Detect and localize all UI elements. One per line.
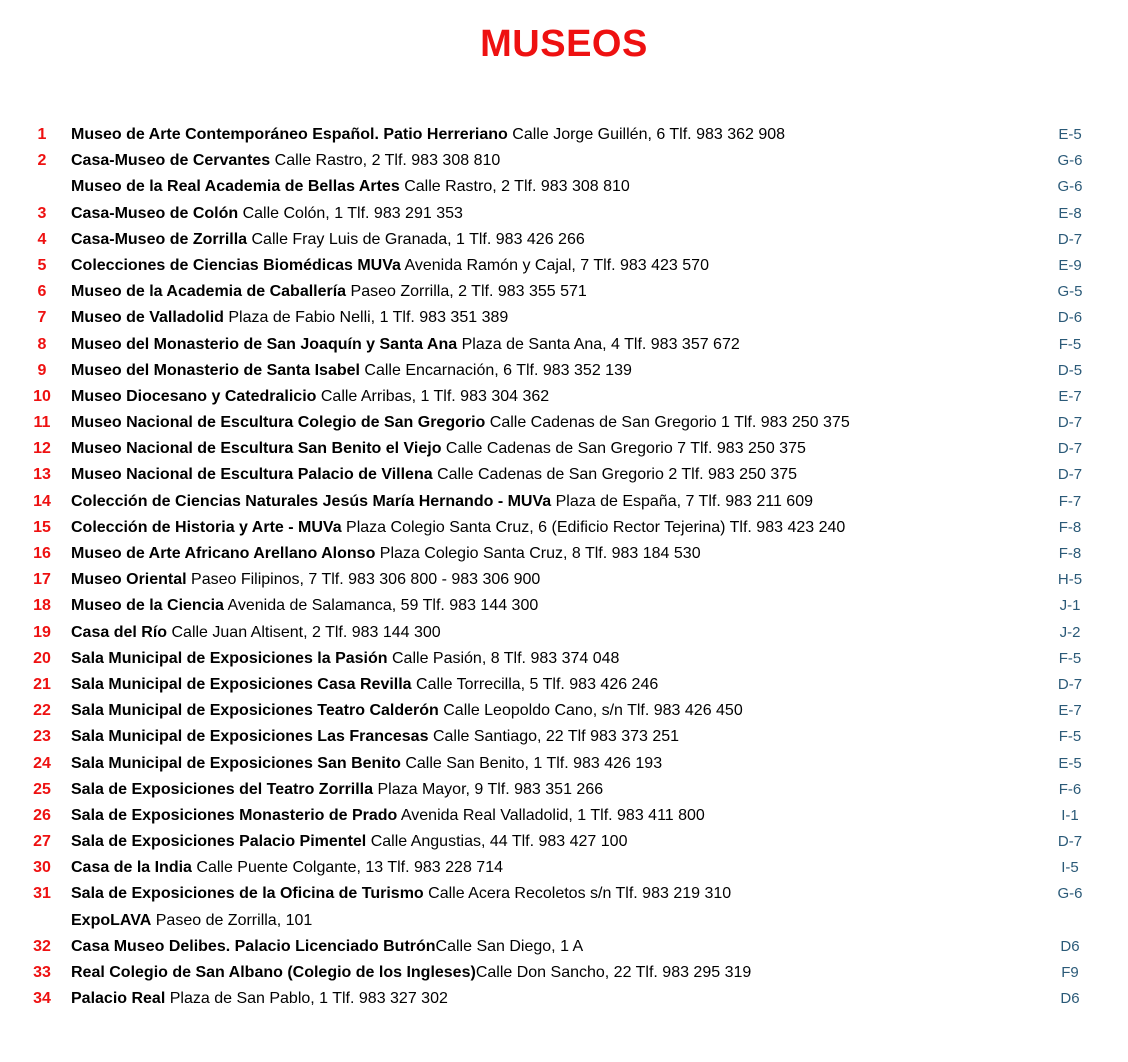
museum-entry [71,436,1031,462]
museum-name: Casa-Museo de Cervantes [71,152,271,170]
museum-address: Calle Jorge Guillén, 6 Tlf. 983 362 908 [512,126,786,143]
map-grid-code: E-8 [1058,204,1082,222]
museum-row [0,436,1128,462]
museum-row [0,567,1128,593]
map-grid-code: F-5 [1058,649,1082,667]
museum-row [0,515,1128,541]
museum-number: 34 [33,990,51,1008]
museum-address: Plaza de España, 7 Tlf. 983 211 609 [555,492,813,510]
map-grid-code: I-1 [1061,806,1079,824]
museum-address: Plaza de Santa Ana, 4 Tlf. 983 357 672 [461,335,740,353]
museum-address: Paseo Zorrilla, 2 Tlf. 983 355 571 [350,283,587,301]
museum-entry [71,358,1031,384]
museum-address: Avenida Real Valladolid, 1 Tlf. 983 411 800 [400,806,705,824]
museum-address: Avenida Ramón y Cajal, 7 Tlf. 983 423 570 [404,256,709,274]
museum-row [0,305,1128,331]
map-grid-code: F9 [1061,964,1079,981]
museum-entry [71,515,1031,541]
page-title: MUSEOS [480,23,648,65]
map-grid-code: D-7 [1057,230,1083,248]
museum-name: Real Colegio de San Albano (Colegio de los Ingleses) [71,964,476,981]
museum-address: Calle Rastro, 2 Tlf. 983 308 810 [274,152,501,170]
museum-name: Casa Museo Delibes. Palacio Licenciado Butrón [71,937,436,955]
map-grid-code: G-5 [1057,283,1083,301]
map-grid-code: G-6 [1057,885,1083,903]
museum-name: Casa del Río [71,623,168,641]
museum-name: Casa de la India [71,859,192,877]
museum-address: Plaza Colegio Santa Cruz, 8 Tlf. 983 184 530 [379,545,701,562]
museum-row [0,489,1128,515]
museum-name: Palacio Real [71,990,166,1008]
museum-number: 12 [33,440,51,458]
museum-name: Museo de Arte Africano Arellano Alonso [71,545,376,562]
museum-entry [71,541,1031,567]
museum-number: 4 [37,230,47,248]
museum-name: Sala Municipal de Exposiciones Teatro Calderón [71,702,439,720]
museum-row [0,855,1128,881]
museum-entry [71,829,1031,855]
map-grid-code: E-9 [1058,256,1082,274]
museum-entry [71,751,1031,777]
museum-name: Colecciones de Ciencias Biomédicas MUVa [71,256,401,274]
museum-row [0,358,1128,384]
map-grid-code: F-5 [1058,728,1082,746]
museum-number: 20 [33,649,51,667]
museum-name: Museo de Valladolid [71,309,224,327]
museum-number: 31 [33,885,51,903]
museum-row [0,751,1128,777]
museum-name: Sala de Exposiciones del Teatro Zorrilla [71,780,374,798]
map-grid-code: F-5 [1058,335,1082,353]
museum-row [0,122,1128,148]
museum-address: Plaza Colegio Santa Cruz, 6 (Edificio Rector Tejerina) Tlf. 983 423 240 [346,518,846,536]
museum-number: 21 [33,675,51,693]
museum-entry [71,279,1031,305]
museum-entry [71,567,1031,593]
museum-name: Museo de la Real Academia de Bellas Artes [71,178,400,196]
museum-row [0,829,1128,855]
museum-row [0,410,1128,436]
map-grid-code: H-5 [1057,571,1083,589]
museum-address: Calle Leopoldo Cano, s/n Tlf. 983 426 450 [443,702,743,720]
museum-name: Museo de la Academia de Caballería [71,283,347,301]
museum-entry [71,698,1031,724]
map-grid-code: F-7 [1058,492,1082,510]
museum-entry [71,646,1031,672]
map-grid-code: E-7 [1058,387,1082,405]
map-grid-code: D-5 [1057,361,1083,379]
museum-row [0,593,1128,619]
museum-address: Calle Cadenas de San Gregorio 1 Tlf. 983 250 375 [489,414,850,432]
museum-row [0,698,1128,724]
museum-address: Calle Juan Altisent, 2 Tlf. 983 144 300 [171,623,441,641]
museum-entry [71,174,1031,200]
museum-row [0,646,1128,672]
museum-name: Colección de Ciencias Naturales Jesús María Hernando - MUVa [71,492,552,510]
museum-row [0,174,1128,200]
museum-address: Plaza de Fabio Nelli, 1 Tlf. 983 351 389 [228,309,509,327]
museum-address: Calle Angustias, 44 Tlf. 983 427 100 [370,833,628,851]
museum-row [0,777,1128,803]
museum-entry [71,489,1031,515]
museum-row [0,279,1128,305]
museum-row [0,148,1128,174]
museum-name: Casa-Museo de Colón [71,204,239,222]
museum-name: Casa-Museo de Zorrilla [71,230,248,248]
museum-number: 32 [33,937,51,955]
museum-address: Calle Colón, 1 Tlf. 983 291 353 [242,204,463,222]
museum-name: Museo del Monasterio de San Joaquín y Santa Ana [71,335,458,353]
museum-address: Calle Arribas, 1 Tlf. 983 304 362 [320,387,550,405]
map-grid-code: G-6 [1057,152,1083,170]
map-grid-code: F-8 [1058,518,1082,536]
museum-entry [71,934,1031,960]
museum-number: 27 [33,833,51,851]
museum-address: Calle San Diego, 1 A [435,937,584,955]
museum-number: 8 [37,335,47,353]
museum-number: 19 [33,623,51,641]
museum-row [0,960,1128,986]
museum-address: Paseo de Zorrilla, 101 [155,911,313,929]
museum-entry [71,201,1031,227]
museum-number: 9 [37,361,47,379]
museum-address: Calle Fray Luis de Granada, 1 Tlf. 983 426 266 [251,230,585,248]
museum-number: 18 [33,597,51,615]
museum-entry [71,332,1031,358]
map-grid-code: J-1 [1059,597,1081,615]
museum-entry [71,777,1031,803]
museum-row [0,934,1128,960]
museum-number: 24 [33,754,51,772]
museum-name: ExpoLAVA [71,911,152,929]
map-grid-code: D-7 [1057,833,1083,851]
museum-number: 30 [33,859,51,877]
museum-number: 10 [33,387,51,405]
map-grid-code: G-6 [1057,178,1083,196]
museum-entry [71,462,1031,488]
museum-name: Sala de Exposiciones Palacio Pimentel [71,833,367,851]
museum-entry [71,384,1031,410]
museum-entry [71,122,1031,148]
museum-entry [71,227,1031,253]
museum-address: Calle Pasión, 8 Tlf. 983 374 048 [392,649,620,667]
museum-entry [71,803,1031,829]
museum-row [0,227,1128,253]
museum-row [0,724,1128,750]
museum-entry [71,148,1031,174]
museum-number: 16 [33,545,51,562]
museum-row [0,384,1128,410]
museum-entry [71,881,1031,907]
museum-number: 33 [33,964,51,981]
museum-row [0,620,1128,646]
museum-row [0,803,1128,829]
museum-address: Calle Rastro, 2 Tlf. 983 308 810 [404,178,630,196]
museum-address: Calle Torrecilla, 5 Tlf. 983 426 246 [416,675,659,693]
museum-address: Calle Acera Recoletos s/n Tlf. 983 219 310 [428,885,732,903]
museum-row [0,201,1128,227]
museum-name: Museo Nacional de Escultura Colegio de San Gregorio [71,414,486,432]
museum-address: Calle Don Sancho, 22 Tlf. 983 295 319 [475,964,752,981]
museum-name: Sala de Exposiciones de la Oficina de Turismo [71,885,424,903]
museum-name: Museo del Monasterio de Santa Isabel [71,361,360,379]
map-grid-code: D-7 [1057,414,1083,432]
museum-name: Sala Municipal de Exposiciones Casa Revilla [71,675,412,693]
museum-number: 3 [37,204,47,222]
museum-address: Plaza Mayor, 9 Tlf. 983 351 266 [377,780,604,798]
museum-address: Paseo Filipinos, 7 Tlf. 983 306 800 - 983 306 900 [191,571,541,589]
map-grid-code: E-5 [1058,754,1082,772]
map-grid-code: D6 [1060,937,1080,955]
map-grid-code: F-6 [1058,780,1082,798]
museum-number: 25 [33,780,51,798]
museum-number: 14 [33,492,51,510]
museum-name: Museo Oriental [71,571,187,589]
museum-name: Museo de Arte Contemporáneo Español. Patio Herreriano [71,126,508,143]
museum-number: 22 [33,702,51,720]
museum-entry [71,724,1031,750]
museum-address: Calle Cadenas de San Gregorio 7 Tlf. 983 250 375 [445,440,806,458]
museum-entry [71,253,1031,279]
map-grid-code: D-7 [1057,675,1083,693]
museum-address: Calle Puente Colgante, 13 Tlf. 983 228 714 [196,859,503,877]
museum-row [0,672,1128,698]
map-grid-code: E-7 [1058,702,1082,720]
museum-entry [71,305,1031,331]
museum-number: 2 [37,152,47,170]
museum-number: 23 [33,728,51,746]
museum-address: Plaza de San Pablo, 1 Tlf. 983 327 302 [169,990,448,1008]
museum-row [0,332,1128,358]
museum-address: Calle Encarnación, 6 Tlf. 983 352 139 [364,361,632,379]
museum-entry [71,986,1031,1012]
museum-row [0,986,1128,1012]
museum-row [0,253,1128,279]
map-grid-code: I-5 [1061,859,1079,877]
museum-name: Sala Municipal de Exposiciones Las Francesas [71,728,429,746]
museum-number: 11 [33,414,51,432]
museum-address: Calle Santiago, 22 Tlf 983 373 251 [432,728,680,746]
museum-list [0,122,1128,1012]
museum-name: Colección de Historia y Arte - MUVa [71,518,342,536]
museum-name: Museo Nacional de Escultura San Benito el Viejo [71,440,442,458]
museum-entry [71,908,1031,934]
museum-entry [71,855,1031,881]
museum-address: Calle Cadenas de San Gregorio 2 Tlf. 983 250 375 [437,466,798,484]
map-grid-code: D-7 [1057,440,1083,458]
museum-number: 7 [37,309,47,327]
museum-entry [71,593,1031,619]
museum-entry [71,960,1031,986]
map-grid-code: F-8 [1058,545,1082,562]
museum-entry [71,672,1031,698]
museum-name: Sala Municipal de Exposiciones la Pasión [71,649,388,667]
museum-row [0,908,1128,934]
museum-entry [71,620,1031,646]
museum-address: Calle San Benito, 1 Tlf. 983 426 193 [405,754,663,772]
museum-name: Sala de Exposiciones Monasterio de Prado [71,806,398,824]
map-grid-code: D-6 [1057,309,1083,327]
map-grid-code: D-7 [1057,466,1083,484]
map-grid-code: D6 [1060,990,1080,1008]
museum-number: 1 [37,126,47,143]
map-grid-code: E-5 [1058,126,1082,143]
map-grid-code: J-2 [1059,623,1081,641]
museum-name: Museo Diocesano y Catedralicio [71,387,317,405]
museum-name: Museo Nacional de Escultura Palacio de Villena [71,466,433,484]
museum-number: 5 [37,256,47,274]
museum-number: 26 [33,806,51,824]
museum-number: 13 [33,466,51,484]
museum-entry [71,410,1031,436]
museum-number: 15 [33,518,51,536]
museum-row [0,462,1128,488]
museum-row [0,881,1128,907]
museum-row [0,541,1128,567]
museum-number: 17 [33,571,51,589]
museum-name: Sala Municipal de Exposiciones San Benito [71,754,401,772]
museum-address: Avenida de Salamanca, 59 Tlf. 983 144 300 [227,597,539,615]
museum-number: 6 [37,283,47,301]
museum-name: Museo de la Ciencia [71,597,224,615]
